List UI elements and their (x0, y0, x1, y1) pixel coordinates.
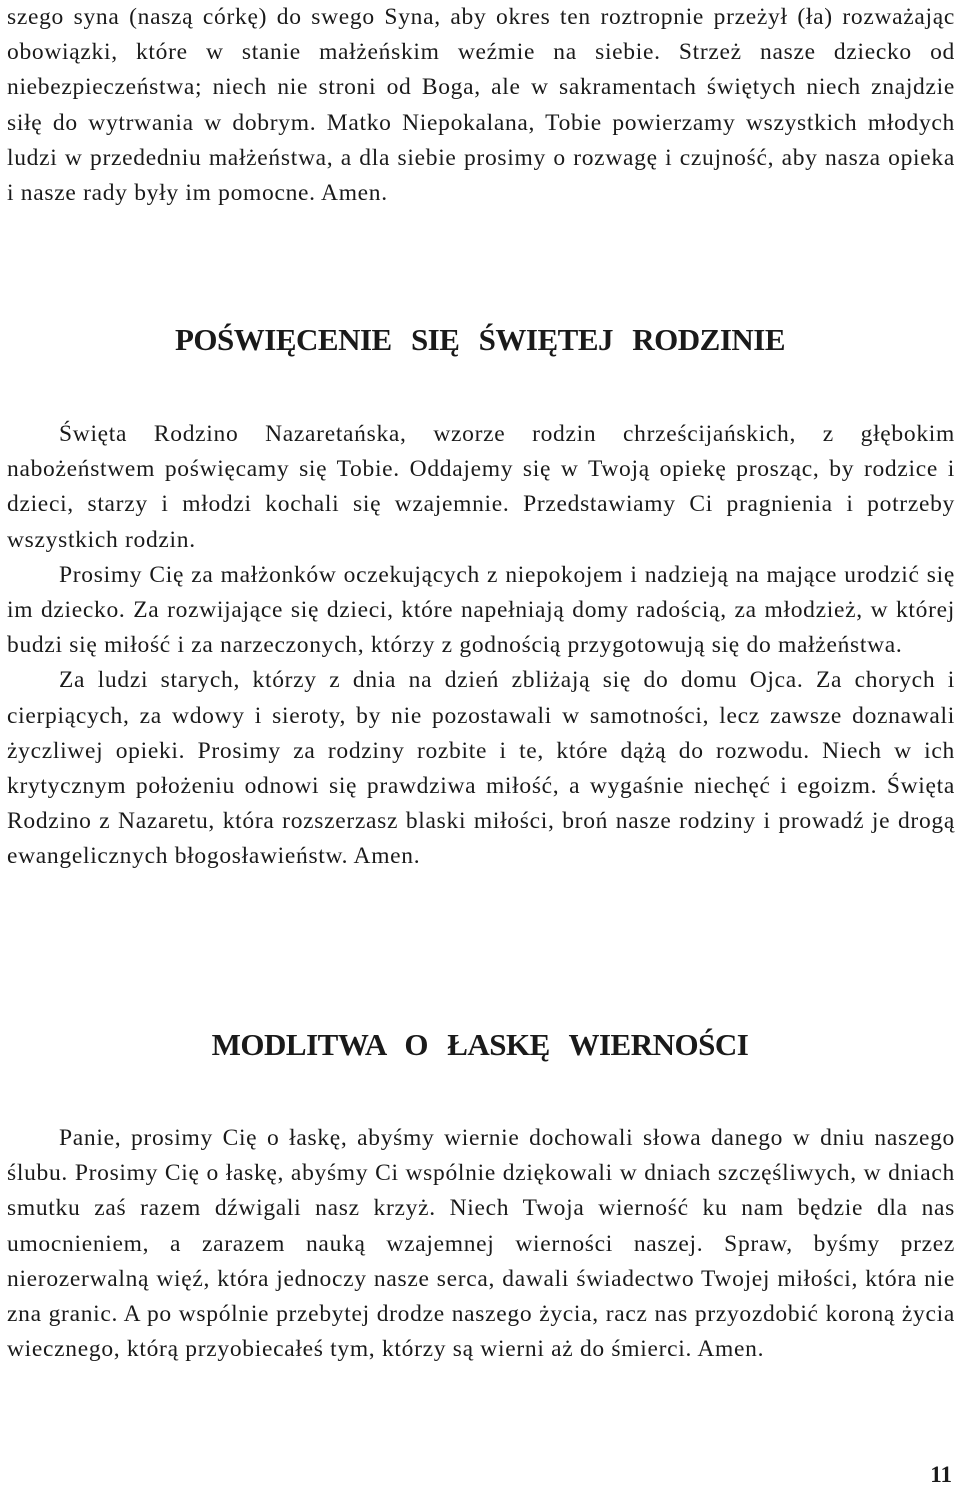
page-number: 11 (930, 1462, 952, 1487)
section-heading-modlitwa: MODLITWA O ŁASKĘ WIERNOŚCI (211, 1027, 749, 1062)
section-modlitwa-text (7, 1121, 955, 1367)
paragraph: Za ludzi starych, którzy z dnia na dzień zbliżają się do domu Ojca. Za chorych i cierpiących, za wdowy i sieroty, by nie pozostawali w samotności, lecz zawsze doznawali życzliwej opieki. Prosimy za rodziny rozbite i te, które dążą do rozwodu. Niech w ich krytycznym położeniu odnowi się prawdziwa miłość, a wygaśnie niechęć i egoizm. Święta Rodzino z Nazaretu, która rozszerzasz blaski miłości, broń nasze rodziny i prowadź je drogą ewangelicznych błogosławieństw. Amen. (7, 667, 955, 870)
paragraph: Panie, prosimy Cię o łaskę, abyśmy wiernie dochowali słowa danego w dniu naszego ślubu. Prosimy Cię o łaskę, abyśmy Ci wspólnie dziękowali w dniach szczęśliwych, w dniach smutku zaś razem dźwigali nasz krzyż. Niech Twoja wierność ku nam będzie dla nas umocnieniem, a zarazem nauką wzajemnej wierności naszej. Spraw, byśmy przez nierozerwalną więź, która jednoczy nasze serca, dawali świadectwo Twojej miłości, która nie zna granic. A po wspólnie przebytej drodze naszego życia, racz nas przyozdobić koroną życia wiecznego, którą przyobiecałeś tym, którzy są wierni aż do śmierci. Amen. (7, 1125, 955, 1363)
intro-paragraph: szego syna (naszą córkę) do swego Syna, aby okres ten roztropnie przeżył (ła) rozważając obowiązki, które w stanie małżeńskim weźmie na siebie. Strzeż nasze dziecko od niebezpieczeństwa; niech nie stroni od Boga, ale w sakramentach świętych niech znajdzie siłę do wytrwania w dobrym. Matko Niepokalana, Tobie powierzamy wszystkich młodych ludzi w przededniu małżeństwa, a dla siebie prosimy o rozwagę i czujność, aby nasza opieka i nasze rady były im pomocne. Amen. (7, 4, 955, 207)
paragraph: Prosimy Cię za małżonków oczekujących z niepokojem i nadzieją na mające urodzić się im dziecko. Za rozwijające się dzieci, które napełniają domy radością, za młodzież, w której budzi się miłość i za narzeczonych, którzy z godnością przygotowują się do małżeństwa. (7, 561, 955, 659)
paragraph: Święta Rodzino Nazaretańska, wzorze rodzin chrześcijańskich, z głębokim nabożeństwem poświęcamy się Tobie. Oddajemy się w Twoją opiekę prosząc, by rodzice i dzieci, starzy i młodzi kochali się wzajemnie. Przedstawiamy Ci pragnienia i potrzeby wszystkich rodzin. (7, 421, 955, 553)
section-heading-poswiecenie: POŚWIĘCENIE SIĘ ŚWIĘTEJ RODZINIE (174, 322, 786, 357)
section-poswiecenie-text (7, 417, 955, 875)
intro-text (7, 0, 955, 211)
